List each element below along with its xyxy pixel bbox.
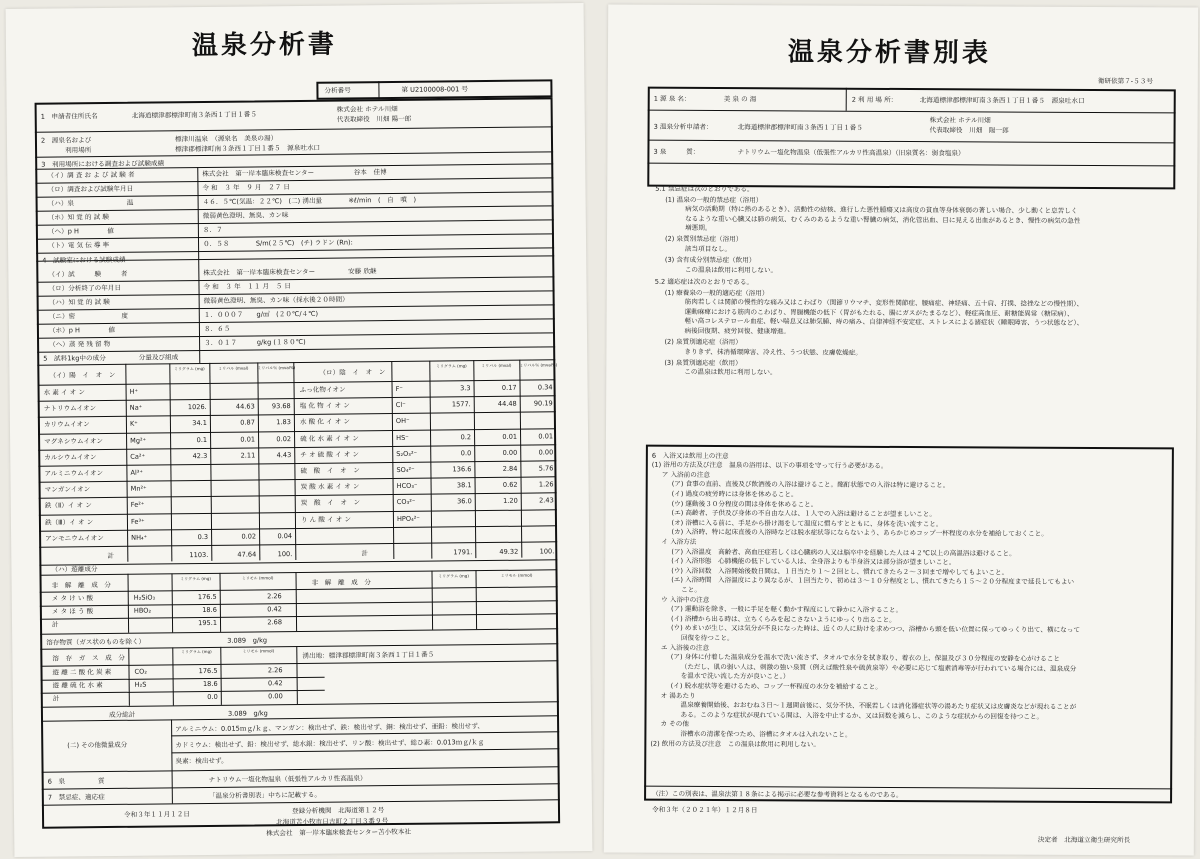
solute-value: 3.089 g/kg bbox=[227, 636, 268, 645]
anion-total-mg: 1791. bbox=[453, 548, 473, 557]
sec3-row-value: ４６．５℃(気温：２２℃) (二) 湧出量 ※ℓ/min ( 自 噴 ) bbox=[202, 195, 417, 206]
cation-total-label: 計 bbox=[107, 551, 114, 561]
anion-mval: 0.01 bbox=[502, 432, 518, 441]
cation-name: マンガンイオン bbox=[44, 485, 91, 494]
unit-mval-pct: ミリバル％ (mval%) bbox=[519, 362, 558, 368]
cation-total-mval: 47.64 bbox=[237, 550, 257, 559]
cation-total-pct: 100. bbox=[277, 550, 293, 559]
anion-name: 炭 酸 水 素 イ オ ン bbox=[300, 482, 360, 492]
unit-mg: ミリグラム (mg) bbox=[180, 648, 212, 655]
note-line: (カ) 入浴時、特に起床直後の入浴時などは脱水症状等にならないよう、あらかじめコップ一杯程度の水分を補給しておくこと。 bbox=[671, 528, 1048, 539]
gas-note: 湧出地：標津郡標津町南３条西１丁目１番５ bbox=[302, 650, 435, 660]
sec3-row-value: 株式会社 第一岸本臨床検査センター 谷本 佳博 bbox=[202, 168, 387, 178]
appendix-line: きりきず、抹消循環障害、冷え性、うつ状態、皮膚乾燥症。 bbox=[684, 347, 862, 357]
note-line: こと。 bbox=[681, 585, 701, 594]
source-name: 標津川温泉 （源泉名 美泉の湯） bbox=[174, 134, 278, 144]
other-trace-line: 臭素：検出せず。 bbox=[175, 756, 228, 766]
note-line: (ア) 身体に付着した温泉成分を温水で洗い流さず、タオルで水分を拭き取り、着衣の上、保温及び３０分程度の安静を心がけること bbox=[670, 652, 1060, 664]
note-line: (イ) 浴槽から出る時は、立ちくらみを起こさないようにゆっくり出ること。 bbox=[670, 614, 896, 624]
unit-mg: ミリグラム (mg) bbox=[435, 363, 467, 369]
sec4-row-value: 微弱黄色澄明、無臭、カン味（採水後２０時間） bbox=[203, 295, 349, 305]
appendix-line: 筋肉若しくは関節の慢性的な痛み又はこわばり（関節リウマチ、変形性関節症、腰痛症、神経痛、五十肩、打撲、捻挫などの慢性期）、 bbox=[684, 298, 1084, 309]
sec4-row-value: 株式会社 第一岸本臨床検査センター 安藤 欣継 bbox=[203, 267, 377, 277]
appendix-line: 運動麻痺における筋肉のこわばり、胃腸機能の低下（胃がもたれる、腸にガスがたまるなど）、軽症高血圧、耐糖能異常（糖尿病）、 bbox=[684, 307, 1074, 318]
sec4-row-value: ８．６５ bbox=[203, 324, 231, 333]
anion-formula: OH⁻ bbox=[395, 417, 410, 426]
cation-name: マグネシウムイオン bbox=[44, 436, 104, 446]
unit-mval: ミリバル (mval) bbox=[218, 365, 249, 371]
sec3-row-value: ８．７ bbox=[202, 225, 223, 234]
section-5-title: 5 試料1kg中の成分 分量及び組成 bbox=[43, 353, 179, 363]
unit-mg: ミリグラム (mg) bbox=[438, 573, 469, 579]
spring-quality: ナトリウム一塩化物温泉（低張性アルカリ性高温泉）（旧泉質名：弱食塩泉） bbox=[737, 148, 965, 158]
nonion-name: メ タ け い 酸 bbox=[51, 594, 94, 603]
anion-mval: 2.84 bbox=[502, 464, 518, 473]
analysis-sheet bbox=[6, 3, 593, 857]
gas-name: 遊 離 硫 化 水 素 bbox=[52, 681, 103, 690]
quality-label: 6 泉 質 bbox=[47, 777, 105, 786]
section-3-title: 3 利用場所における調査および試験成績 bbox=[41, 159, 165, 169]
issue-date: 令和３年１１月１２日 bbox=[123, 810, 190, 819]
nonion-mmol: 2.68 bbox=[267, 618, 283, 627]
total-components-value: 3.089 g/kg bbox=[227, 709, 268, 718]
sec4-row-value: 令 和 ３ 年 １１ 月 ５ 日 bbox=[203, 282, 292, 291]
appendix-line: 病後回復期、疲労回復、健康増進。 bbox=[684, 326, 791, 336]
cation-formula: Al³⁺ bbox=[130, 468, 143, 477]
anion-name: 硫 酸 イ オ ン bbox=[300, 466, 360, 475]
note-line: ウ 入浴中の注意 bbox=[661, 595, 710, 604]
cation-formula: Ca²⁺ bbox=[130, 452, 146, 461]
gas-mmol: 0.00 bbox=[268, 692, 283, 701]
gas-formula: CO₂ bbox=[134, 667, 148, 676]
appendix-line: 5.2 適応症は次のとおりである。 bbox=[654, 277, 754, 286]
anion-pct: 0.00 bbox=[538, 448, 554, 457]
anion-pct: 1.26 bbox=[538, 480, 554, 489]
cation-name: アルミニウムイオン bbox=[44, 469, 104, 478]
cation-pct: 0.02 bbox=[276, 434, 292, 443]
gas-label: 溶 存 ガ ス 成 分 bbox=[52, 653, 125, 663]
cation-formula: K⁺ bbox=[129, 420, 138, 429]
anion-formula: HS⁻ bbox=[396, 433, 409, 442]
note-line: (ア) 入浴温度 高齢者、高血圧症若しくは心臓病の人又は脳卒中を経験した人は４２℃以上の高温浴は避けること。 bbox=[671, 547, 1016, 558]
note-line: オ 湯あたり bbox=[660, 691, 696, 700]
indications-value: 「温泉分析書別表」中ちに記載する。 bbox=[208, 790, 321, 800]
indications-label: 7 禁忌症、適応症 bbox=[47, 793, 105, 802]
anion-mg: 0.2 bbox=[460, 432, 472, 441]
gas-mg: 176.5 bbox=[198, 666, 218, 676]
note-line: (ウ) 入浴回数 入浴開始後数日間は、１日当たり１〜２回とし、慣れてきたら２〜３回まで増やしてもよいこと。 bbox=[671, 566, 1009, 577]
anion-pct: 0.34 bbox=[537, 383, 553, 392]
cation-formula: Mn²⁺ bbox=[130, 484, 147, 493]
note-line: イ 入浴方法 bbox=[661, 537, 697, 546]
cation-formula: Na⁺ bbox=[129, 403, 143, 412]
lab-address: 北海道苫小牧市日吉町２丁目３番９号 bbox=[276, 817, 389, 827]
gas-mmol: 2.26 bbox=[267, 666, 283, 675]
nonion-formula: HBO₂ bbox=[133, 606, 152, 615]
cation-name: カリウムイオン bbox=[43, 420, 90, 430]
anion-formula: CO₃²⁻ bbox=[396, 498, 416, 507]
nonion-header: （ハ）遊離成分 bbox=[51, 565, 98, 574]
cation-name: カルシウムイオン bbox=[44, 452, 97, 462]
cation-mg: 0.1 bbox=[196, 435, 208, 444]
unit-mmol: ミリモル (mmol) bbox=[242, 648, 275, 654]
unit-mmol: ミリモル (mmol) bbox=[241, 575, 274, 581]
appendix-line: なるような重い心臓又は肺の病気、むくみのあるような重い腎臓の病気、消化管出血、目に見える出血があるとき、慢性の病気の急性 bbox=[685, 214, 1081, 225]
cation-name: アンモニウムイオン bbox=[45, 533, 104, 543]
anion-mval: 0.00 bbox=[502, 448, 518, 457]
anion-mval: 1.20 bbox=[503, 497, 518, 506]
sec4-row-label: （ホ）p H 値 bbox=[48, 325, 116, 335]
total-components-label: 成分総計 bbox=[108, 710, 136, 720]
appendix-line: 軽い高コレステロール血症、軽い喘息又は肺気腫、痔の痛み、自律神経不安定症、ストレスによる諸症状（睡眠障害、うつ状態など）、 bbox=[684, 317, 1084, 328]
other-trace-line: アルミニウム：0.015ｍｇ/ｋｇ、マンガン：検出せず、鉄：検出せず、銅：検出せず、亜鉛：検出せず、 bbox=[175, 722, 484, 734]
note-line: (イ) 過度の疲労時には身体を休めること。 bbox=[671, 489, 798, 499]
note-line: 6 入浴又は飲用上の注意 bbox=[651, 451, 729, 460]
anion-formula: HPO₄²⁻ bbox=[396, 514, 420, 523]
spring-quality-label: 3 泉 質： bbox=[653, 147, 700, 156]
applicant-label: 1 申請者住所氏名 bbox=[40, 112, 98, 121]
anion-name: り ん 酸 イ オ ン bbox=[300, 515, 352, 524]
location: 標津郡標津町南３条西１丁目１番５ 源泉吐水口 bbox=[175, 143, 321, 154]
sec3-row-label: （ト）電 気 伝 導 率 bbox=[48, 240, 110, 250]
appendix-line: 病気の活動期（特に熱のあるとき）、活動性の結核、進行した悪性腫瘍又は高度の貧血等身体衰弱の著しい場合、少し動くと息苦しく bbox=[685, 205, 1078, 216]
other-trace-label: (二) その他微量成分 bbox=[67, 740, 128, 750]
doc-title: 温泉分析書 bbox=[191, 29, 338, 62]
appendix-line: (2) 泉質別禁忌症（浴用） bbox=[664, 235, 743, 244]
applicant-address: 北海道標津郡標津町南３条西１丁目１番５ bbox=[737, 123, 863, 132]
unit-mg: ミリグラム (mg) bbox=[180, 575, 211, 582]
unit-mval-pct: ミリバル％ (mval%) bbox=[257, 365, 296, 371]
cation-mval: 0.01 bbox=[240, 435, 256, 444]
nonion-name: 計 bbox=[51, 620, 59, 629]
cation-pct: 4.43 bbox=[276, 450, 292, 460]
note-line: (ア) 食事の直前、直後及び飲酒後の入浴は避けること。酩酊状態での入浴は特に避けること。 bbox=[671, 480, 950, 490]
other-trace-line: カドミウム：検出せず、鉛：検出せず、総水銀：検出せず、リン酸：検出せず、総ひ素：0.013ｍｇ/ｋｇ bbox=[175, 738, 485, 750]
analysis-number-label: 分析番号 bbox=[324, 86, 351, 95]
sec3-row-label: （ヘ）p H 値 bbox=[47, 226, 115, 236]
anion-name: チ オ 硫 酸 イ オ ン bbox=[300, 450, 360, 459]
note-line: エ 入浴後の注意 bbox=[660, 643, 710, 652]
sec3-row-value: 令 和 ３ 年 ９ 月 ２７ 日 bbox=[202, 183, 291, 192]
appendix-line: この温泉は飲用に利用しない。 bbox=[684, 265, 778, 274]
anion-mval: 0.62 bbox=[502, 480, 518, 490]
anion-formula: F⁻ bbox=[395, 384, 403, 393]
unit-mmol: ミリモル (mmol) bbox=[500, 572, 533, 578]
applicant-name: 株式会社 ホテル川畑 bbox=[336, 104, 398, 114]
cation-header: （イ）陽 イ オ ン bbox=[49, 370, 116, 380]
anion-pct: 5.76 bbox=[538, 464, 554, 473]
sec3-row-label: （ハ）泉 温 bbox=[47, 198, 134, 208]
cation-mg: 1026. bbox=[187, 403, 207, 412]
cation-name: ナトリウムイオン bbox=[43, 404, 97, 413]
note-line: を温水で洗い流した方が良いこと。） bbox=[680, 672, 790, 681]
sec3-row-label: （ロ）調査および試験年月日 bbox=[47, 184, 134, 194]
gas-mg: 0.0 bbox=[207, 692, 218, 701]
cation-mg: 34.1 bbox=[192, 419, 207, 428]
appendix-line: (1) 療養泉の一般的適応症（浴用） bbox=[664, 288, 769, 297]
note-line: (オ) 浴槽に入る前に、手足から掛け湯をして温度に慣らすとともに、身体を洗い流すこと。 bbox=[671, 518, 943, 529]
cation-mval: 0.87 bbox=[240, 418, 255, 428]
lab-name: 株式会社 第一岸本臨床検査センター苫小牧本社 bbox=[266, 827, 412, 838]
note-line: ア 入浴前の注意 bbox=[661, 470, 711, 479]
anion-mval: 44.48 bbox=[497, 399, 517, 409]
location-label: 利用場所 bbox=[65, 146, 92, 155]
anion-formula: S₂O₃²⁻ bbox=[396, 449, 418, 458]
applicant-rep: 代表取締役 川畑 陽一郎 bbox=[929, 126, 1009, 135]
gas-formula: H₂S bbox=[134, 680, 147, 689]
sec4-row-label: （ロ）分析終了の年月日 bbox=[48, 283, 122, 293]
cation-mval: 44.63 bbox=[235, 402, 255, 411]
anion-mg: 0.0 bbox=[460, 448, 472, 458]
source-label: 2 源泉名および bbox=[40, 136, 92, 145]
unit-mval: ミリバル (mval) bbox=[481, 362, 512, 369]
applicant-rep: 代表取締役 川畑 陽一郎 bbox=[336, 114, 412, 124]
note-line: (イ) 脱水症状等を避けるため、コップ一杯程度の水分を補給すること。 bbox=[670, 681, 882, 691]
usage-location: 北海道標津郡標津町南３条西１丁目１番５ 源泉吐水口 bbox=[919, 96, 1085, 105]
note-line: 浴槽水の清潔を保つため、浴槽にタオルは入れないこと。 bbox=[680, 729, 852, 739]
sec4-row-label: （イ）試 験 者 bbox=[48, 269, 128, 279]
anion-header: （ロ）陰 イ オ ン bbox=[319, 368, 386, 377]
note-line: （ただし、肌の弱い人は、刺激の強い泉質（例えば酸性泉や硫黄泉等）や必要に応じて塩素消毒等が行われている場合には、温泉成分 bbox=[680, 662, 1077, 673]
applicant-name: 株式会社 ホテル川畑 bbox=[929, 116, 991, 125]
note-line: (ウ) めまいが生じ、又は気分が不良になった時は、近くの人に助けを求めつつ、浴槽から頭を低い位置に保ってゆっくり出て、横になって bbox=[670, 624, 1080, 635]
anion-pct: 0.01 bbox=[538, 431, 554, 441]
note-line: (2) 飲用の方法及び注意 この温泉は飲用に利用しない。 bbox=[650, 739, 821, 749]
registration: 登録分析機関 北海道第１２号 bbox=[291, 806, 385, 816]
quality-value: ナトリウム一塩化物温泉（低張性アルカリ性高温泉） bbox=[208, 774, 367, 784]
note-line: (ウ) 運動後３０分程度の間は身体を休めること。 bbox=[671, 499, 818, 509]
anion-mg: 3.3 bbox=[460, 384, 471, 393]
nonion-mmol: 0.42 bbox=[267, 605, 282, 614]
sec3-row-label: （ホ）知 覚 的 試 験 bbox=[47, 212, 109, 222]
doc-title: 温泉分析書別表 bbox=[787, 37, 992, 69]
anion-mg: 36.0 bbox=[457, 497, 472, 506]
anion-total-label: 計 bbox=[361, 549, 368, 558]
anion-mval: 0.17 bbox=[501, 383, 517, 392]
cation-pct: 1.83 bbox=[276, 418, 291, 427]
form-number: 衛研依第７-５３号 bbox=[1097, 77, 1153, 86]
note-line: 温泉療養開始後、おおむね３日〜１週間前後に、気分不快、不眠若しくは消化器症状等の湯あたり症状又は皮膚炎などが現れることが bbox=[680, 701, 1077, 712]
anion-formula: HCO₃⁻ bbox=[396, 481, 418, 491]
note-line: (エ) 高齢者、子供及び身体の不自由な人は、１人での入浴は避けることが望ましいこと。 bbox=[671, 508, 936, 519]
anion-mg: 136.6 bbox=[452, 465, 472, 474]
anion-mg: 38.1 bbox=[456, 481, 472, 490]
solute-label: 溶存物質（ガス状のものを除く） bbox=[46, 637, 146, 647]
note-line: (イ) 入浴形態 心肺機能の低下している人は、全身浴よりも半身浴又は部分浴が望ましいこと。 bbox=[671, 556, 956, 567]
appendix-line: (1) 温泉の一般的禁忌症（浴用） bbox=[665, 195, 763, 204]
issuer: 決定者 北海道立衛生研究所長 bbox=[1037, 835, 1131, 845]
sec3-row-label: （イ）調 査 お よ び 試 験 者 bbox=[47, 170, 135, 180]
note-line: 回復を待つこと。 bbox=[680, 633, 734, 643]
appendix-line: 該当項目なし。 bbox=[684, 244, 732, 254]
appendix-line: (2) 泉質別適応症（浴用） bbox=[664, 337, 742, 347]
appendix-line: この温泉は飲用に利用しない。 bbox=[684, 368, 777, 377]
cation-pct: 93.68 bbox=[271, 402, 291, 411]
sec4-row-label: （ニ）密 度 bbox=[48, 311, 128, 321]
anion-name: 硫 化 水 素 イ オ ン bbox=[300, 433, 359, 443]
usage-location-label: 2 利 用 場 所： bbox=[851, 95, 898, 104]
sec4-row-value: ３．０１７ g/kg (１８０℃) bbox=[204, 337, 306, 347]
section-4-title: 4 試験室における試験成績 bbox=[42, 255, 126, 265]
cation-total-mg: 1103. bbox=[189, 550, 209, 560]
anion-formula: SO₄²⁻ bbox=[396, 465, 415, 474]
nonion-mg: 195.1 bbox=[198, 618, 218, 628]
sec4-row-label: （ハ）知 覚 的 試 験 bbox=[48, 297, 110, 307]
appendix-line: (3) 泉質別適応症（飲用） bbox=[664, 358, 742, 367]
appendix-sheet bbox=[604, 4, 1198, 855]
cation-mg: 0.3 bbox=[197, 532, 209, 541]
cation-mval: 2.11 bbox=[240, 451, 256, 460]
cation-formula: Fe³⁺ bbox=[130, 517, 145, 526]
cation-mval: 0.02 bbox=[241, 532, 257, 541]
gas-name: 遊 離 二 酸 化 炭 素 bbox=[52, 667, 112, 677]
note-line: カ その他 bbox=[660, 720, 689, 729]
note-line: (1) 浴用の方法及び注意 温泉の浴用は、以下の事項を守って行う必要がある。 bbox=[651, 460, 888, 471]
sec4-row-value: １．０００７ g/㎤ (２０℃/４℃) bbox=[203, 309, 319, 319]
nonion-label: 非 解 離 成 分 bbox=[51, 580, 111, 590]
sec3-row-value: ０．５８ S/m(２５℃) (チ) ラドン (Rn): bbox=[203, 238, 353, 248]
cation-name: 鉄（Ⅲ）イ オ ン bbox=[44, 517, 94, 527]
sec3-row-value: 微弱黄色澄明、無臭、カン味 bbox=[202, 211, 289, 220]
appendix-line: 増悪期。 bbox=[685, 224, 712, 233]
applicant-address: 北海道標津郡標津町南３条西１丁目１番５ bbox=[131, 110, 258, 120]
applicant-label: 3 温泉分析申請者： bbox=[653, 122, 713, 132]
cation-formula: NH₄⁺ bbox=[131, 533, 148, 542]
cation-formula: Mg²⁺ bbox=[130, 436, 147, 445]
anion-name: 塩 化 物 イ オ ン bbox=[299, 401, 350, 411]
anion-pct: 2.43 bbox=[539, 496, 554, 505]
footnote: （注）この別表は、温泉法第１８条による掲示に必要な参考資料となるものである。 bbox=[652, 789, 903, 800]
anion-total-mval: 49.32 bbox=[499, 547, 519, 556]
nonion-formula: H₂SiO₃ bbox=[133, 593, 156, 602]
anion-mg: 1577. bbox=[451, 400, 471, 409]
anion-total-pct: 100. bbox=[539, 547, 555, 556]
nonion-label-right: 非 解 離 成 分 bbox=[311, 578, 371, 587]
note-line: (エ) 入浴時間 入浴温度により異なるが、１回当たり、初めは３〜１０分程度とし、慣れてきたら１５〜２０分程度まで延長してもよい bbox=[671, 576, 1075, 587]
unit-mg: ミリグラム (mg) bbox=[173, 365, 205, 372]
note-line: ある。このような症状が現れている間は、入浴を中止するか、又は回数を減らし、このような症状からの回復を待つこと。 bbox=[680, 710, 1044, 721]
cation-mg: 42.3 bbox=[192, 451, 208, 460]
appendix-line: 5.1 禁忌症は次のとおりである。 bbox=[655, 184, 754, 193]
source-name: 美 泉 の 湯 bbox=[723, 95, 757, 104]
cation-formula: H⁺ bbox=[129, 387, 139, 396]
cation-formula: Fe²⁺ bbox=[130, 501, 145, 510]
gas-mmol: 0.42 bbox=[267, 679, 283, 688]
analysis-number: 第 U2100008-001 号 bbox=[401, 85, 469, 94]
anion-name: 炭 酸 イ オ ン bbox=[300, 498, 361, 508]
anion-pct: 90.19 bbox=[533, 399, 553, 408]
cation-pct: 0.04 bbox=[277, 531, 293, 541]
gas-name: 計 bbox=[52, 694, 60, 703]
nonion-name: メ タ ほ う 酸 bbox=[51, 607, 94, 616]
issue-date: 令和３年（２０２１年）１２月８日 bbox=[651, 805, 758, 815]
cation-name: 鉄（Ⅱ）イ オ ン bbox=[44, 501, 92, 511]
anion-name: ふっ化物イオン bbox=[299, 385, 346, 394]
sec4-row-label: （ヘ）蒸 発 残 留 物 bbox=[49, 339, 111, 349]
source-name-label: 1 源 泉 名： bbox=[653, 94, 691, 103]
nonion-mmol: 2.26 bbox=[267, 592, 282, 601]
anion-name: 水 酸 化 イ オ ン bbox=[299, 417, 351, 427]
cation-name: 水 素 イ オ ン bbox=[43, 388, 85, 397]
nonion-mg: 176.5 bbox=[197, 592, 217, 602]
nonion-mg: 18.6 bbox=[202, 605, 217, 615]
anion-formula: Cl⁻ bbox=[395, 401, 406, 410]
note-line: (ア) 運動浴を除き、一般に手足を軽く動かす程度にして静かに入浴すること。 bbox=[671, 604, 903, 615]
appendix-line: (3) 含有成分別禁忌症（飲用） bbox=[664, 255, 756, 265]
gas-mg: 18.6 bbox=[202, 679, 218, 689]
